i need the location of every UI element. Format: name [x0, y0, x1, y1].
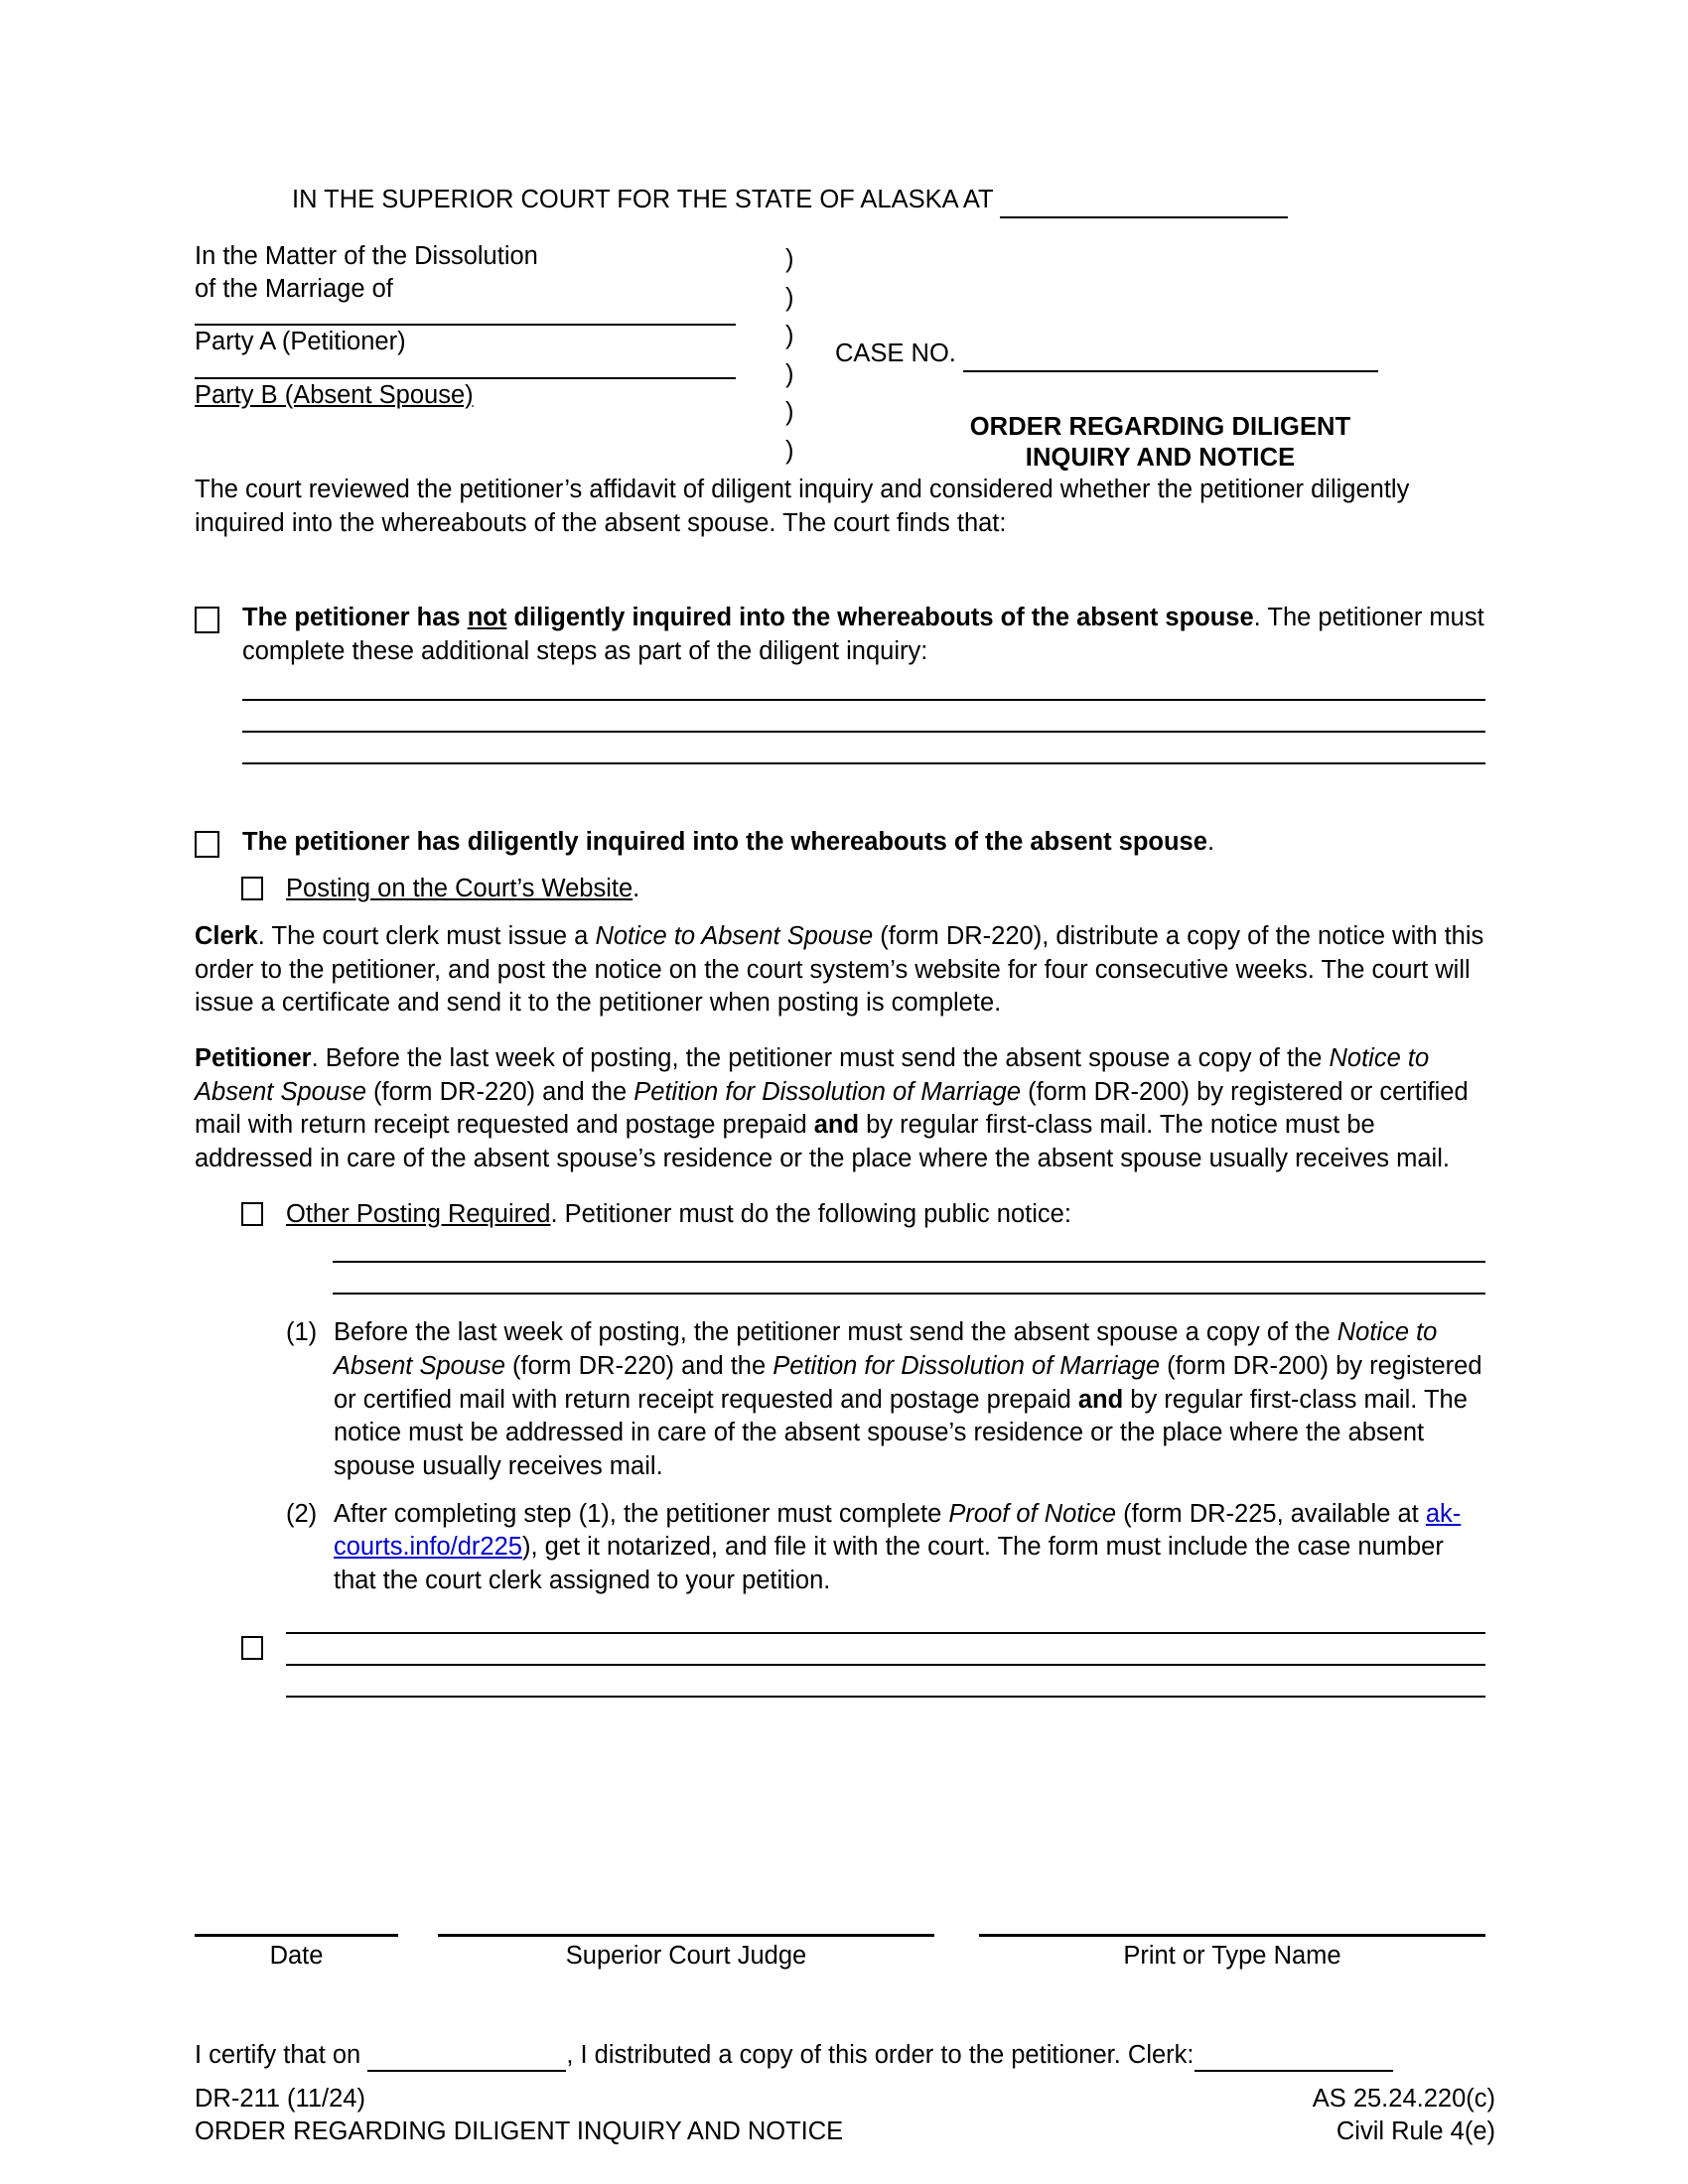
caption-paren-column: [785, 240, 815, 470]
court-header-line: [195, 184, 1485, 218]
option-not-diligent-text: [242, 602, 1485, 668]
other-posting-fill-lines[interactable]: [333, 1261, 1485, 1295]
item1-bold-and: and: [1077, 1385, 1124, 1414]
fill-line-3[interactable]: [242, 762, 1485, 764]
signature-row: [195, 1934, 1485, 1971]
item2-text-2: (form DR-225, available at: [1116, 1499, 1426, 1528]
footer-rule: Civil Rule 4(e): [1336, 2117, 1495, 2146]
court-location-blank[interactable]: [1000, 184, 1288, 218]
option-not-diligent[interactable]: [195, 602, 1485, 763]
footer-statute: AS 25.24.220(c): [1312, 2085, 1495, 2113]
document-title: [835, 412, 1485, 474]
signature-print-cell: [979, 1934, 1485, 1971]
paren-5: ): [785, 398, 794, 427]
option-posting-website[interactable]: [241, 873, 1485, 906]
blank-fill-line-1[interactable]: [286, 1632, 1485, 1634]
court-header-text: IN THE SUPERIOR COURT FOR THE STATE OF ALASKA AT: [292, 186, 994, 213]
paren-2: ): [785, 283, 794, 312]
case-number-row: [835, 338, 1485, 372]
caption-left-column: [195, 240, 751, 412]
item1-text-4: by regular first-class mail. The notice must be addressed in care of the absent spouse’s residence or the place where the absent spouse usually receives mail.: [334, 1385, 1468, 1480]
clerk-text-2: (form DR-220), distribute a copy of the notice with this order to the petitioner, and post the notice on the court system’s website for four consecutive weeks. The court will issue a certificate and send it to the petitioner when posting is complete.: [195, 922, 1484, 1018]
signature-judge-cell: [438, 1934, 934, 1971]
party-b-label: Party B (Absent Spouse): [195, 380, 474, 409]
posting-website-label-underlined: Posting on the Court’s Website: [286, 875, 633, 903]
case-number-label: CASE NO.: [835, 340, 956, 368]
item1-text-3: (form DR-200) by registered or certified mail with return receipt requested and postage prepaid: [334, 1351, 1482, 1414]
other-posting-label-rest: . Petitioner must do the following public notice:: [550, 1199, 1071, 1228]
certify-text-1: I certify that on: [195, 2041, 368, 2069]
posting-website-label-period: .: [633, 875, 640, 903]
signature-date-cell: [195, 1934, 398, 1971]
option-diligent[interactable]: [195, 826, 1485, 860]
certify-clerk-blank[interactable]: [1195, 2041, 1393, 2072]
checkbox-other-posting[interactable]: [241, 1202, 263, 1226]
paren-3: ): [785, 322, 794, 350]
clerk-bold-label: Clerk: [195, 922, 258, 951]
checkbox-not-diligent[interactable]: [195, 607, 219, 633]
other-fill-line-2[interactable]: [333, 1293, 1485, 1295]
diligent-period: .: [1206, 827, 1215, 856]
judge-label: Superior Court Judge: [565, 1942, 807, 1970]
intro-paragraph: The court reviewed the petitioner’s affidavit of diligent inquiry and considered whether the petitioner diligently inquired into the whereabouts of the absent spouse. The court finds that:: [195, 476, 1410, 537]
print-name-line[interactable]: [979, 1934, 1485, 1937]
paren-1: ): [785, 245, 794, 274]
item2-text-3: ), get it notarized, and file it with the court. The form must include the case number that the court clerk assigned to your petition.: [334, 1533, 1444, 1594]
page-footer: [195, 2083, 1495, 2148]
petitioner-text-1: . Before the last week of posting, the petitioner must send the absent spouse a copy of the: [311, 1044, 1330, 1073]
petitioner-italic-notice: Notice to Absent Spouse: [195, 1044, 1430, 1106]
option-other-blank[interactable]: [241, 1632, 1485, 1698]
judge-signature-line[interactable]: [438, 1934, 934, 1937]
date-label: Date: [269, 1942, 324, 1970]
not-diligent-underline: not: [467, 604, 507, 632]
caption-right-column: [835, 240, 1485, 474]
petitioner-bold-label: Petitioner: [195, 1044, 312, 1073]
certification-line: [195, 2041, 1495, 2072]
numbered-item-2-text: [334, 1498, 1485, 1598]
checkbox-diligent[interactable]: [195, 831, 219, 858]
not-diligent-bold-2: diligently inquired into the whereabouts of the absent spouse: [506, 604, 1254, 632]
numbered-item-1-text: [334, 1316, 1485, 1483]
item1-italic-notice: Notice to Absent Spouse: [334, 1318, 1438, 1380]
not-diligent-fill-lines[interactable]: [242, 699, 1485, 764]
party-a-label: Party A (Petitioner): [195, 328, 406, 356]
numbered-item-2-number: (2): [286, 1499, 318, 1528]
document-title-line-1: ORDER REGARDING DILIGENT: [969, 413, 1351, 442]
blank-fill-line-2[interactable]: [286, 1664, 1485, 1666]
numbered-item-2: [286, 1498, 1485, 1598]
signature-area: [195, 1934, 1485, 1971]
option-diligent-text: [242, 826, 1485, 860]
petitioner-text-2: (form DR-220) and the: [365, 1077, 634, 1106]
petitioner-text-4: by regular first-class mail. The notice must be addressed in care of the absent spouse’s residence or the place where the absent spouse usually receives mail.: [195, 1111, 1450, 1173]
posting-website-label: [286, 873, 1485, 906]
checkbox-other-blank[interactable]: [241, 1636, 263, 1660]
item1-italic-petition: Petition for Dissolution of Marriage: [773, 1351, 1161, 1380]
footer-form-number: DR-211 (11/24): [195, 2085, 365, 2113]
other-fill-line-1[interactable]: [333, 1261, 1485, 1263]
document-title-line-2: INQUIRY AND NOTICE: [1025, 444, 1296, 473]
blank-fill-line-3[interactable]: [286, 1696, 1485, 1698]
footer-form-title: ORDER REGARDING DILIGENT INQUIRY AND NOTICE: [195, 2117, 844, 2146]
print-name-label: Print or Type Name: [1123, 1942, 1341, 1970]
fill-line-2[interactable]: [242, 731, 1485, 733]
diligent-bold: The petitioner has diligently inquired into the whereabouts of the absent spouse: [242, 827, 1207, 856]
paren-6: ): [785, 436, 794, 465]
footer-row-1: [195, 2083, 1495, 2116]
footer-row-2: [195, 2116, 1495, 2148]
item1-text-2: (form DR-220) and the: [504, 1351, 774, 1380]
petitioner-paragraph: [195, 1042, 1485, 1176]
paren-4: ): [785, 359, 794, 388]
numbered-item-1: [286, 1316, 1485, 1483]
item2-text-1: After completing step (1), the petitioner must complete: [334, 1499, 949, 1528]
numbered-item-1-number: (1): [286, 1318, 318, 1347]
not-diligent-normal: . The petitioner must complete these additional steps as part of the diligent inquiry:: [242, 604, 1484, 666]
other-blank-fill-lines[interactable]: [286, 1632, 1485, 1698]
item2-italic-proof: Proof of Notice: [948, 1499, 1117, 1528]
item1-text-1: Before the last week of posting, the petitioner must send the absent spouse a copy of the: [334, 1318, 1337, 1347]
fill-line-1[interactable]: [242, 699, 1485, 701]
certify-date-blank[interactable]: [367, 2041, 566, 2072]
checkbox-posting-website[interactable]: [241, 877, 263, 900]
dr225-link[interactable]: ak-courts.info/dr225: [334, 1499, 1462, 1562]
caption-block: [195, 240, 1485, 474]
petitioner-italic-petition: Petition for Dissolution of Marriage: [633, 1077, 1022, 1106]
document-body: [195, 184, 1485, 1698]
other-posting-label: [286, 1198, 1485, 1232]
case-number-blank[interactable]: [963, 338, 1378, 372]
matter-line-1: In the Matter of the Dissolution: [195, 242, 538, 271]
petitioner-bold-and: and: [813, 1111, 860, 1140]
clerk-italic-notice: Notice to Absent Spouse: [595, 922, 874, 951]
certify-text-2: , I distributed a copy of this order to the petitioner. Clerk:: [566, 2041, 1195, 2069]
petitioner-text-3: (form DR-200) by registered or certified mail with return receipt requested and postage prepaid: [195, 1077, 1469, 1140]
option-other-posting[interactable]: [241, 1198, 1485, 1296]
clerk-paragraph: [195, 920, 1485, 1021]
clerk-text-1: . The court clerk must issue a: [257, 922, 596, 951]
matter-line-2: of the Marriage of: [195, 275, 393, 304]
date-signature-line[interactable]: [195, 1934, 398, 1937]
not-diligent-bold-1: The petitioner has: [242, 604, 468, 632]
other-posting-label-underlined: Other Posting Required: [286, 1199, 551, 1228]
